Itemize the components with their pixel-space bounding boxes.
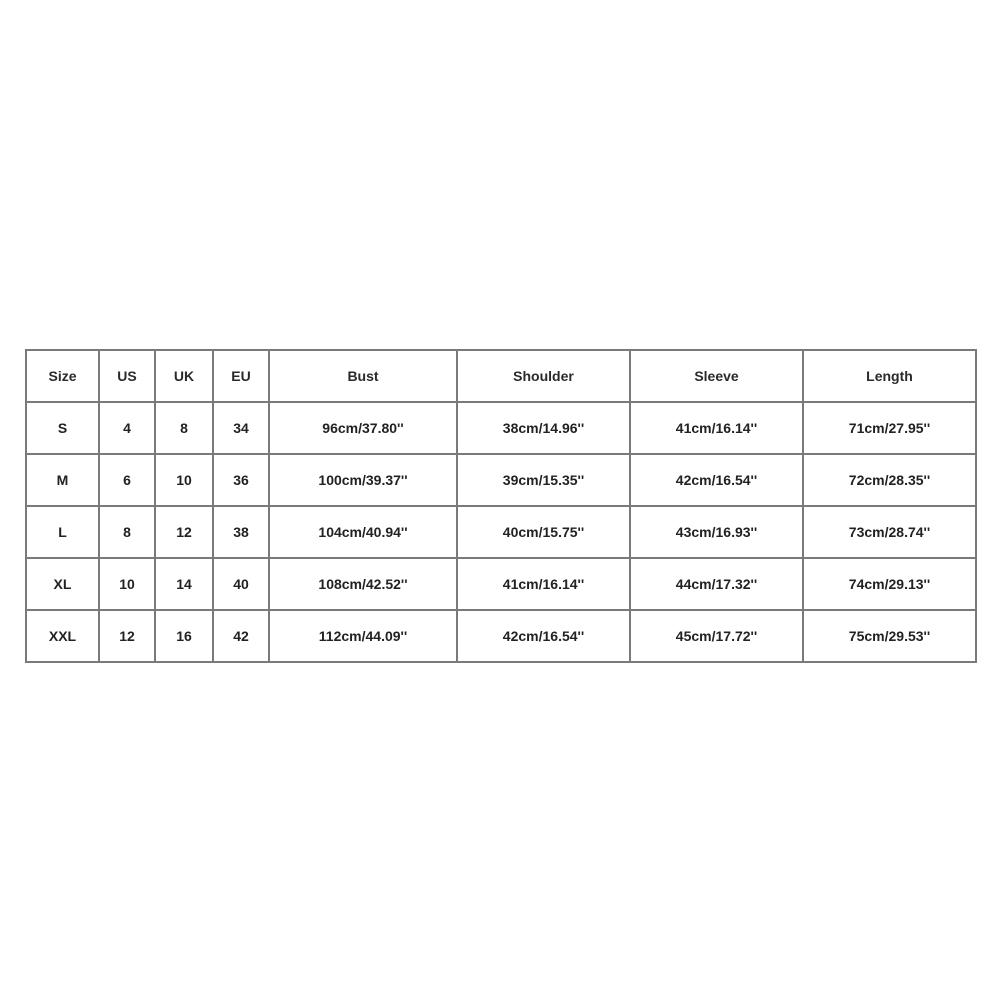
cell-bust: 104cm/40.94'': [269, 506, 457, 558]
cell-uk: 14: [155, 558, 213, 610]
cell-shoulder: 40cm/15.75'': [457, 506, 630, 558]
header-size: Size: [26, 350, 99, 402]
cell-us: 8: [99, 506, 155, 558]
cell-length: 71cm/27.95'': [803, 402, 976, 454]
cell-sleeve: 45cm/17.72'': [630, 610, 803, 662]
cell-sleeve: 42cm/16.54'': [630, 454, 803, 506]
cell-length: 73cm/28.74'': [803, 506, 976, 558]
table-row: [26, 610, 976, 662]
header-eu: EU: [213, 350, 269, 402]
table-row: [26, 454, 976, 506]
cell-uk: 12: [155, 506, 213, 558]
cell-sleeve: 41cm/16.14'': [630, 402, 803, 454]
cell-uk: 10: [155, 454, 213, 506]
cell-shoulder: 38cm/14.96'': [457, 402, 630, 454]
cell-us: 6: [99, 454, 155, 506]
table-row: [26, 558, 976, 610]
cell-sleeve: 44cm/17.32'': [630, 558, 803, 610]
cell-size: XL: [26, 558, 99, 610]
cell-sleeve: 43cm/16.93'': [630, 506, 803, 558]
cell-bust: 100cm/39.37'': [269, 454, 457, 506]
cell-shoulder: 41cm/16.14'': [457, 558, 630, 610]
header-bust: Bust: [269, 350, 457, 402]
cell-size: M: [26, 454, 99, 506]
cell-eu: 40: [213, 558, 269, 610]
cell-us: 10: [99, 558, 155, 610]
cell-size: XXL: [26, 610, 99, 662]
cell-length: 75cm/29.53'': [803, 610, 976, 662]
cell-eu: 36: [213, 454, 269, 506]
header-shoulder: Shoulder: [457, 350, 630, 402]
cell-uk: 8: [155, 402, 213, 454]
header-length: Length: [803, 350, 976, 402]
header-uk: UK: [155, 350, 213, 402]
cell-length: 74cm/29.13'': [803, 558, 976, 610]
cell-us: 12: [99, 610, 155, 662]
header-row: [26, 350, 976, 402]
cell-size: S: [26, 402, 99, 454]
cell-eu: 34: [213, 402, 269, 454]
cell-length: 72cm/28.35'': [803, 454, 976, 506]
cell-shoulder: 42cm/16.54'': [457, 610, 630, 662]
header-sleeve: Sleeve: [630, 350, 803, 402]
cell-bust: 96cm/37.80'': [269, 402, 457, 454]
cell-uk: 16: [155, 610, 213, 662]
cell-eu: 38: [213, 506, 269, 558]
cell-bust: 112cm/44.09'': [269, 610, 457, 662]
cell-bust: 108cm/42.52'': [269, 558, 457, 610]
table-row: [26, 506, 976, 558]
cell-size: L: [26, 506, 99, 558]
header-us: US: [99, 350, 155, 402]
cell-eu: 42: [213, 610, 269, 662]
cell-shoulder: 39cm/15.35'': [457, 454, 630, 506]
table-row: [26, 402, 976, 454]
cell-us: 4: [99, 402, 155, 454]
size-chart-table: [25, 349, 977, 663]
